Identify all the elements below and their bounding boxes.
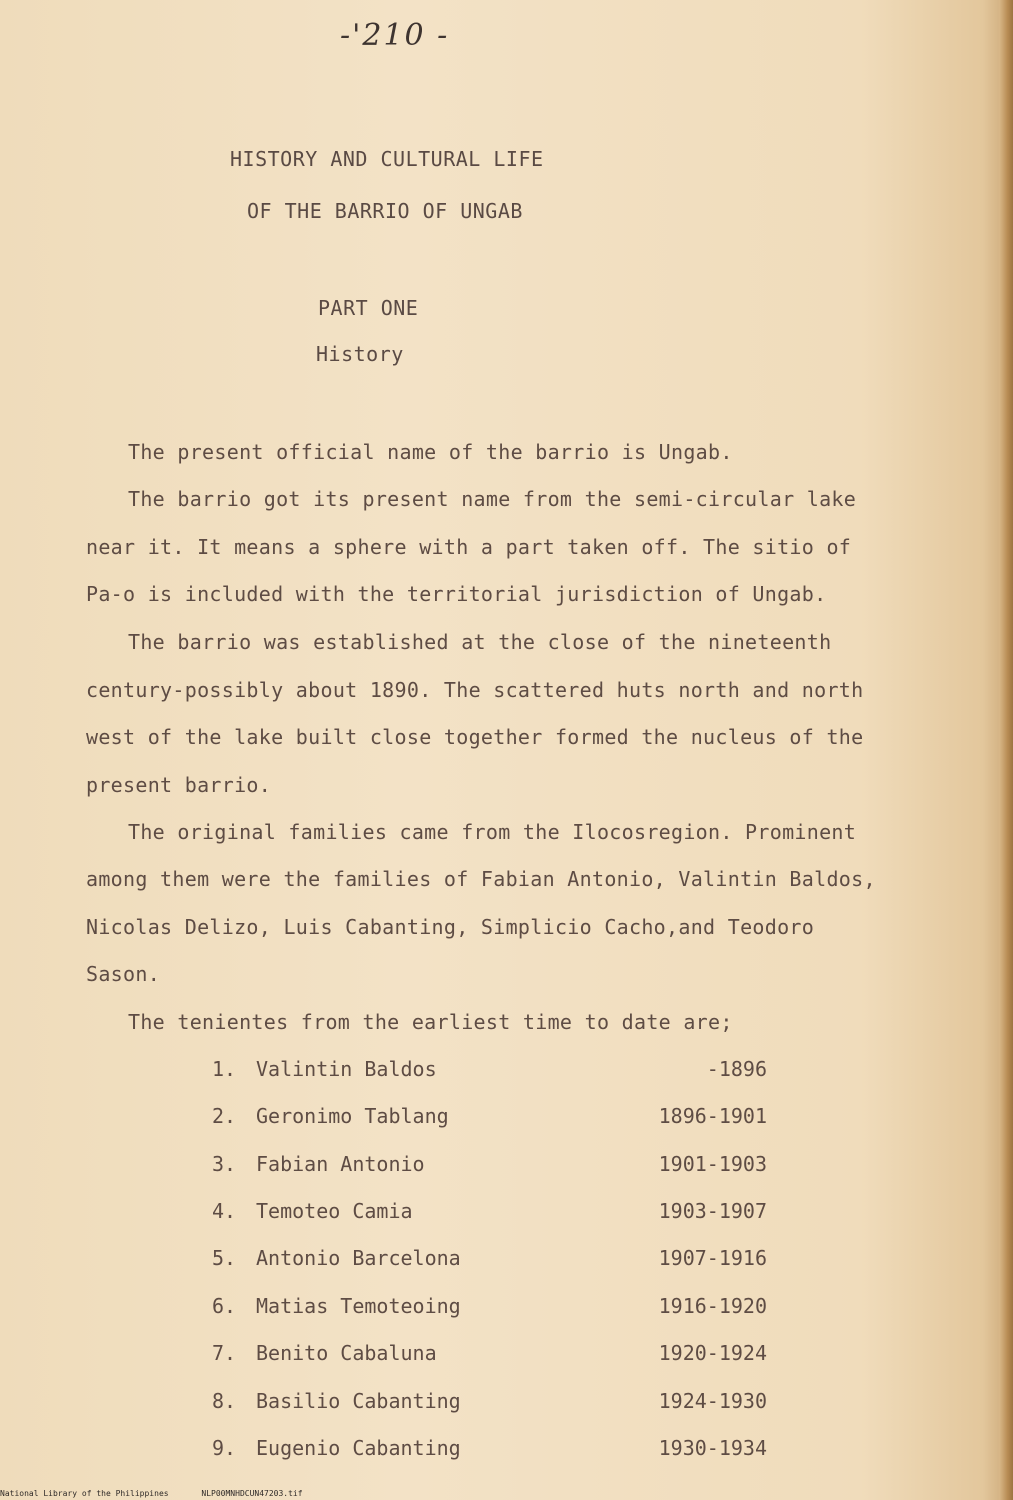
- section-heading: History: [316, 342, 404, 366]
- item-number: 2.: [212, 1104, 237, 1128]
- paragraph-line: Pa-o is included with the territorial jurisdiction of Ungab.: [86, 582, 827, 606]
- paragraph-line: Sason.: [86, 962, 161, 986]
- item-number: 3.: [212, 1152, 237, 1176]
- teniente-name: Geronimo Tablang: [256, 1104, 449, 1128]
- teniente-name: Fabian Antonio: [256, 1152, 425, 1176]
- teniente-name: Valintin Baldos: [256, 1057, 437, 1081]
- teniente-name: Eugenio Cabanting: [256, 1436, 461, 1460]
- teniente-name: Temoteo Camia: [256, 1199, 413, 1223]
- footer-source: National Library of the Philippines: [0, 1489, 169, 1498]
- page-edge-shadow: [999, 0, 1013, 1500]
- teniente-term: 1896-1901: [658, 1104, 767, 1128]
- paragraph-line: Nicolas Delizo, Luis Cabanting, Simplicio Cacho,and Teodoro: [86, 915, 815, 939]
- paragraph-line: The present official name of the barrio is Ungab.: [128, 440, 733, 464]
- paragraph-line: near it. It means a sphere with a part taken off. The sitio of: [86, 535, 852, 559]
- teniente-term: 1924-1930: [658, 1389, 767, 1413]
- teniente-term: 1901-1903: [658, 1152, 767, 1176]
- item-number: 9.: [212, 1436, 237, 1460]
- item-number: 6.: [212, 1294, 237, 1318]
- teniente-term: -1896: [706, 1057, 767, 1081]
- paragraph-line: present barrio.: [86, 773, 272, 797]
- teniente-term: 1903-1907: [658, 1199, 767, 1223]
- footer-file: NLP00MNHDCUN47203.tif: [201, 1489, 303, 1498]
- paragraph-line: The barrio got its present name from the semi-circular lake: [128, 487, 857, 511]
- teniente-term: 1916-1920: [658, 1294, 767, 1318]
- page-number: -'210 -: [340, 18, 450, 53]
- item-number: 5.: [212, 1246, 237, 1270]
- paragraph-line: west of the lake built close together formed the nucleus of the: [86, 725, 864, 749]
- paragraph-line: The original families came from the Ilocosregion. Prominent: [128, 820, 857, 844]
- paragraph-line: among them were the families of Fabian Antonio, Valintin Baldos,: [86, 867, 876, 891]
- scan-footer: [0, 1489, 331, 1498]
- teniente-term: 1907-1916: [658, 1246, 767, 1270]
- paragraph-line: The tenientes from the earliest time to date are;: [128, 1010, 733, 1034]
- item-number: 7.: [212, 1341, 237, 1365]
- part-heading: PART ONE: [318, 296, 419, 320]
- teniente-name: Matias Temoteoing: [256, 1294, 461, 1318]
- paragraph-line: The barrio was established at the close of the nineteenth: [128, 630, 832, 654]
- item-number: 1.: [212, 1057, 237, 1081]
- item-number: 4.: [212, 1199, 237, 1223]
- teniente-name: Basilio Cabanting: [256, 1389, 461, 1413]
- teniente-term: 1930-1934: [658, 1436, 767, 1460]
- teniente-term: 1920-1924: [658, 1341, 767, 1365]
- item-number: 8.: [212, 1389, 237, 1413]
- document-subtitle: OF THE BARRIO OF UNGAB: [247, 199, 523, 223]
- teniente-name: Benito Cabaluna: [256, 1341, 437, 1365]
- document-title: HISTORY AND CULTURAL LIFE: [230, 147, 544, 171]
- teniente-name: Antonio Barcelona: [256, 1246, 461, 1270]
- paragraph-line: century-possibly about 1890. The scattered huts north and north: [86, 678, 864, 702]
